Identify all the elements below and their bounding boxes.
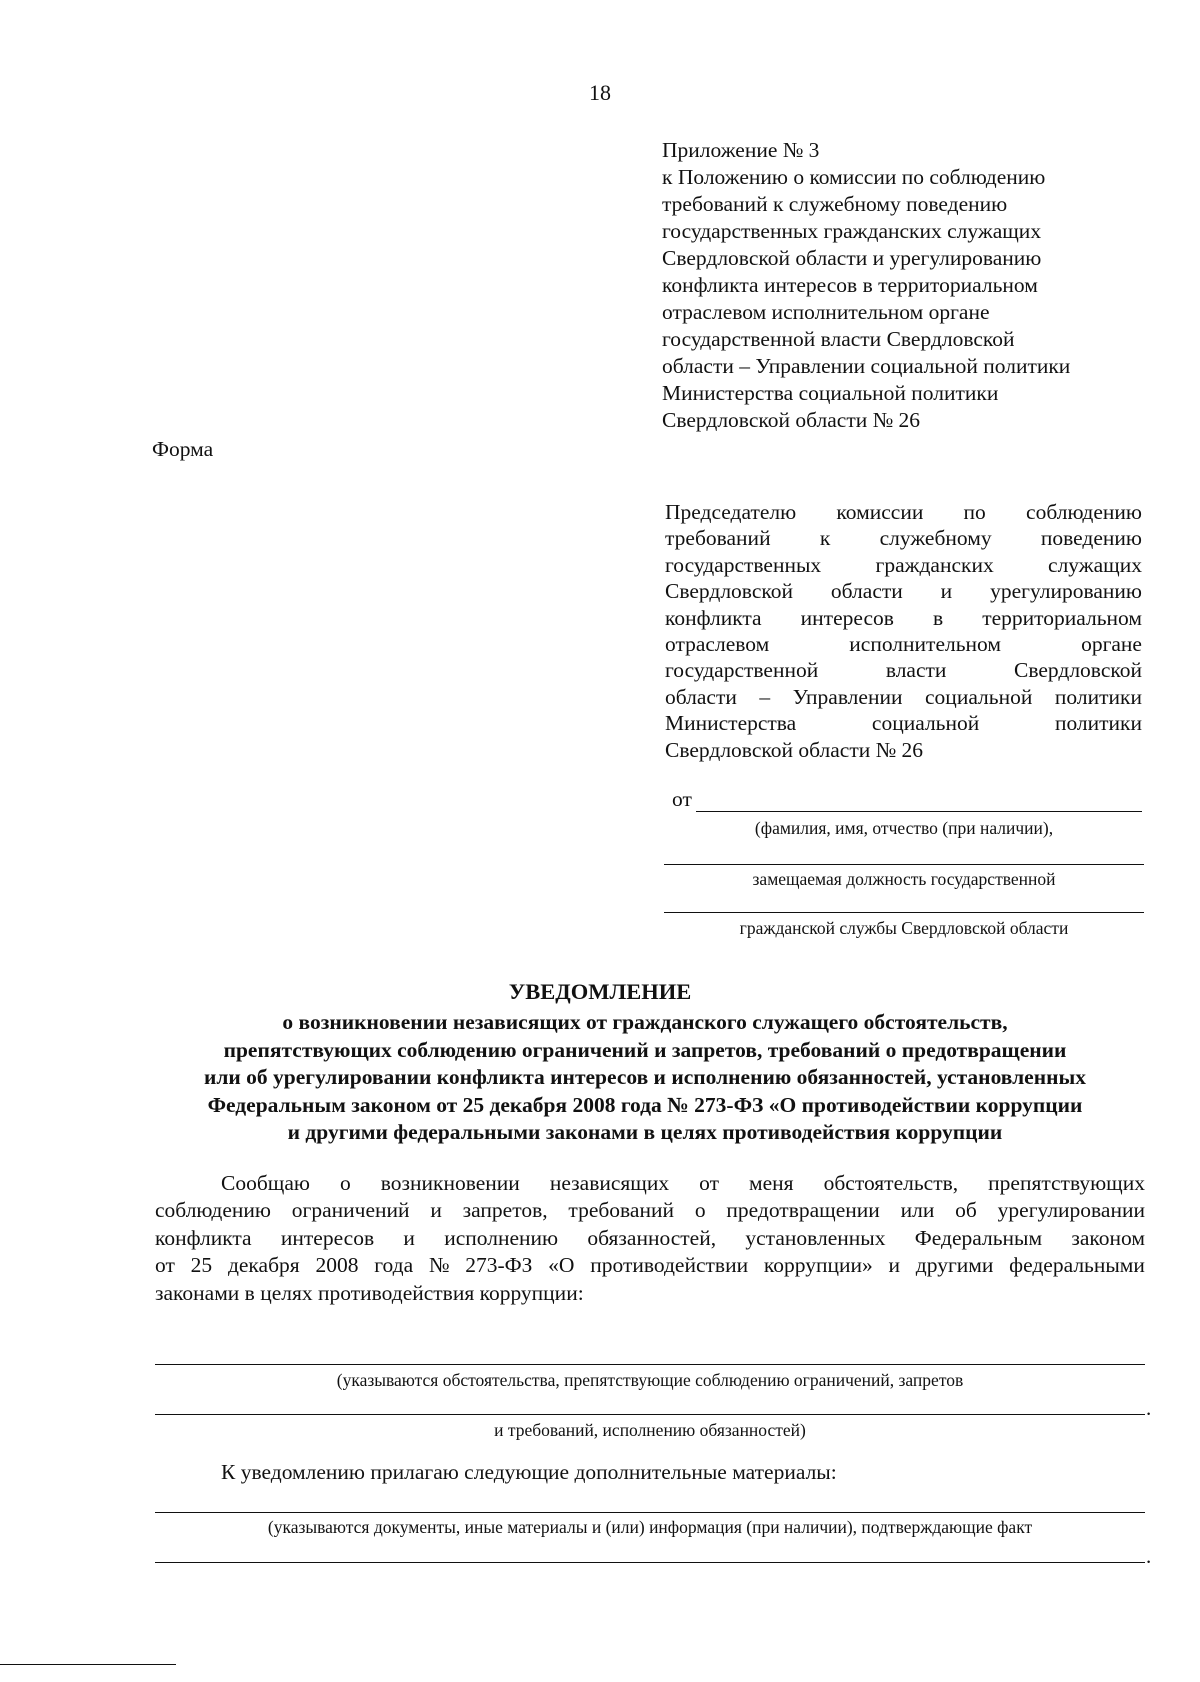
justified-line [665, 631, 1142, 657]
word: власти [885, 658, 947, 683]
appendix-line: требований к служебному поведению [662, 192, 1008, 216]
justified-line [665, 552, 1142, 578]
justified-line [155, 1225, 1145, 1252]
word: от [155, 1253, 175, 1278]
word: Председателю [665, 500, 797, 524]
justified-line [665, 499, 1142, 525]
circumstances-line-2[interactable] [155, 1414, 1145, 1415]
word: – [759, 684, 771, 709]
word: ограничений [291, 1198, 410, 1223]
word: предотвращении [726, 1198, 880, 1223]
subtitle-line: препятствующих соблюдению ограничений и запретов, требований о предотвращении [223, 1037, 1067, 1062]
word: Федеральным [914, 1225, 1043, 1250]
word: конфликта [155, 1225, 252, 1250]
appendix-line: Министерства социальной политики [662, 381, 999, 405]
document-subtitle [148, 1009, 1142, 1147]
word: законом [1071, 1225, 1145, 1250]
word: 2008 [315, 1253, 359, 1278]
circumstances-caption-1: (указываются обстоятельства, препятствующие соблюдению ограничений, запретов [336, 1370, 964, 1390]
word: Сообщаю [221, 1171, 310, 1195]
word: интересов [280, 1225, 375, 1250]
caption-position: замещаемая должность государственной [752, 869, 1056, 889]
caption-name: (фамилия, имя, отчество (при наличии), [754, 818, 1054, 838]
justified-line [665, 657, 1142, 683]
word: независящих [549, 1171, 670, 1195]
word: меня [749, 1171, 794, 1195]
footnote-separator [0, 1664, 176, 1665]
appendix-line: государственных гражданских служащих [662, 219, 1042, 243]
word: и [403, 1225, 415, 1250]
form-label: Форма [152, 437, 214, 461]
word: социальной [925, 684, 1033, 709]
word: и [888, 1253, 901, 1278]
appendix-line: Свердловской области № 26 [662, 408, 920, 432]
appendix-line: области – Управлении социальной политики [662, 354, 1071, 378]
word: коррупции» [763, 1253, 873, 1278]
appendix-line: конфликта интересов в территориальном [662, 273, 1038, 297]
sender-from-row [672, 787, 1142, 812]
word: требований [568, 1198, 674, 1223]
appendix-line: к Положению о комиссии по соблюдению [662, 165, 1046, 189]
word: соблюдению [155, 1198, 271, 1223]
word: обязанностей, [587, 1225, 717, 1250]
word: от [699, 1171, 719, 1195]
caption-service: гражданской службы Свердловской области [739, 918, 1069, 938]
word: Управлении [792, 684, 903, 709]
word: соблюдению [1026, 500, 1142, 524]
word: отраслевом [665, 632, 770, 657]
word: препятствующих [988, 1171, 1145, 1195]
appendix-line: Свердловской области и урегулированию [662, 246, 1042, 270]
word: служебному [879, 526, 992, 551]
word: исполнению [444, 1225, 559, 1250]
word: служащих [1048, 552, 1142, 577]
word: области [830, 579, 903, 604]
word: № [428, 1253, 450, 1278]
addressee-last-line: Свердловской области № 26 [665, 737, 923, 762]
word: Свердловской [1014, 658, 1142, 683]
word: гражданских [875, 552, 994, 577]
document-title: УВЕДОМЛЕНИЕ [508, 979, 692, 1004]
word: 25 [190, 1253, 213, 1278]
circumstances-end-mark: . [1146, 1396, 1152, 1420]
attachments-caption: (указываются документы, иные материалы и (или) информация (при наличии), подтверждающие факт [267, 1517, 1033, 1537]
word: области [665, 684, 737, 709]
word: интересов [800, 605, 894, 630]
addressee-block [665, 499, 1142, 763]
word: урегулировании [997, 1198, 1145, 1223]
word: комиссии [836, 500, 924, 524]
from-label: от [672, 787, 692, 811]
word: политики [1054, 684, 1142, 709]
justified-line [665, 605, 1142, 631]
word: исполнительном [849, 632, 1001, 657]
sender-service-line[interactable] [664, 912, 1144, 913]
appendix-line: Приложение № 3 [662, 138, 820, 162]
word: или [900, 1198, 935, 1223]
justified-line [155, 1170, 1145, 1197]
justified-line [665, 684, 1142, 710]
word: и [430, 1198, 442, 1223]
appendix-header [662, 137, 1132, 434]
word: обстоятельств, [823, 1171, 959, 1195]
sender-position-line[interactable] [664, 864, 1144, 865]
word: территориальном [982, 605, 1142, 630]
word: государственных [665, 552, 822, 577]
word: в [932, 605, 944, 630]
word: поведению [1040, 526, 1142, 551]
word: о [339, 1171, 351, 1195]
word: по [963, 500, 986, 524]
word: о [694, 1198, 706, 1223]
body-last-line: законами в целях противодействия коррупции: [155, 1280, 584, 1305]
attachments-line-2[interactable] [155, 1562, 1145, 1563]
word: Свердловской [665, 579, 793, 604]
word: к [819, 526, 831, 551]
justified-line [665, 525, 1142, 551]
word: запретов, [462, 1198, 548, 1223]
word: года [374, 1253, 414, 1278]
word: 273-ФЗ [465, 1253, 533, 1278]
justified-line [155, 1252, 1145, 1279]
word: Министерства [665, 711, 797, 736]
appendix-line: государственной власти Свердловской [662, 327, 1015, 351]
word: об [955, 1198, 977, 1223]
word: конфликта [665, 605, 762, 630]
word: «О [548, 1253, 575, 1278]
word: урегулированию [990, 579, 1142, 604]
word: установленных [745, 1225, 886, 1250]
word: возникновении [380, 1171, 520, 1195]
word: политики [1054, 711, 1142, 736]
appendix-line: отраслевом исполнительном органе [662, 300, 990, 324]
subtitle-line: или об урегулировании конфликта интересов и исполнению обязанностей, установленных [203, 1065, 1087, 1089]
word: другими [915, 1253, 994, 1278]
circumstances-caption-2: и требований, исполнению обязанностей) [494, 1420, 806, 1440]
word: социальной [871, 711, 980, 736]
justified-line [665, 710, 1142, 736]
justified-line [155, 1197, 1145, 1224]
word: органе [1081, 632, 1142, 657]
page-number: 18 [589, 80, 611, 105]
word: требований [665, 526, 771, 551]
word: и [940, 579, 953, 604]
notification-body [155, 1170, 1145, 1307]
circumstances-line-1[interactable] [155, 1364, 1145, 1365]
word: противодействии [590, 1253, 749, 1278]
sender-name-line[interactable] [696, 793, 1142, 812]
word: декабря [227, 1253, 300, 1278]
attachments-end-mark: . [1146, 1544, 1152, 1568]
word: государственной [665, 658, 819, 683]
subtitle-line: Федеральным законом от 25 декабря 2008 года № 273-ФЗ «О противодействии коррупции [207, 1092, 1083, 1117]
subtitle-line: о возникновении независящих от гражданского служащего обстоятельств, [282, 1010, 1008, 1034]
word: федеральными [1009, 1253, 1145, 1278]
attachments-line-1[interactable] [155, 1512, 1145, 1513]
attachments-intro: К уведомлению прилагаю следующие дополнительные материалы: [221, 1460, 837, 1484]
justified-line [665, 578, 1142, 604]
subtitle-line: и другими федеральными законами в целях противодействия коррупции [287, 1120, 1003, 1144]
